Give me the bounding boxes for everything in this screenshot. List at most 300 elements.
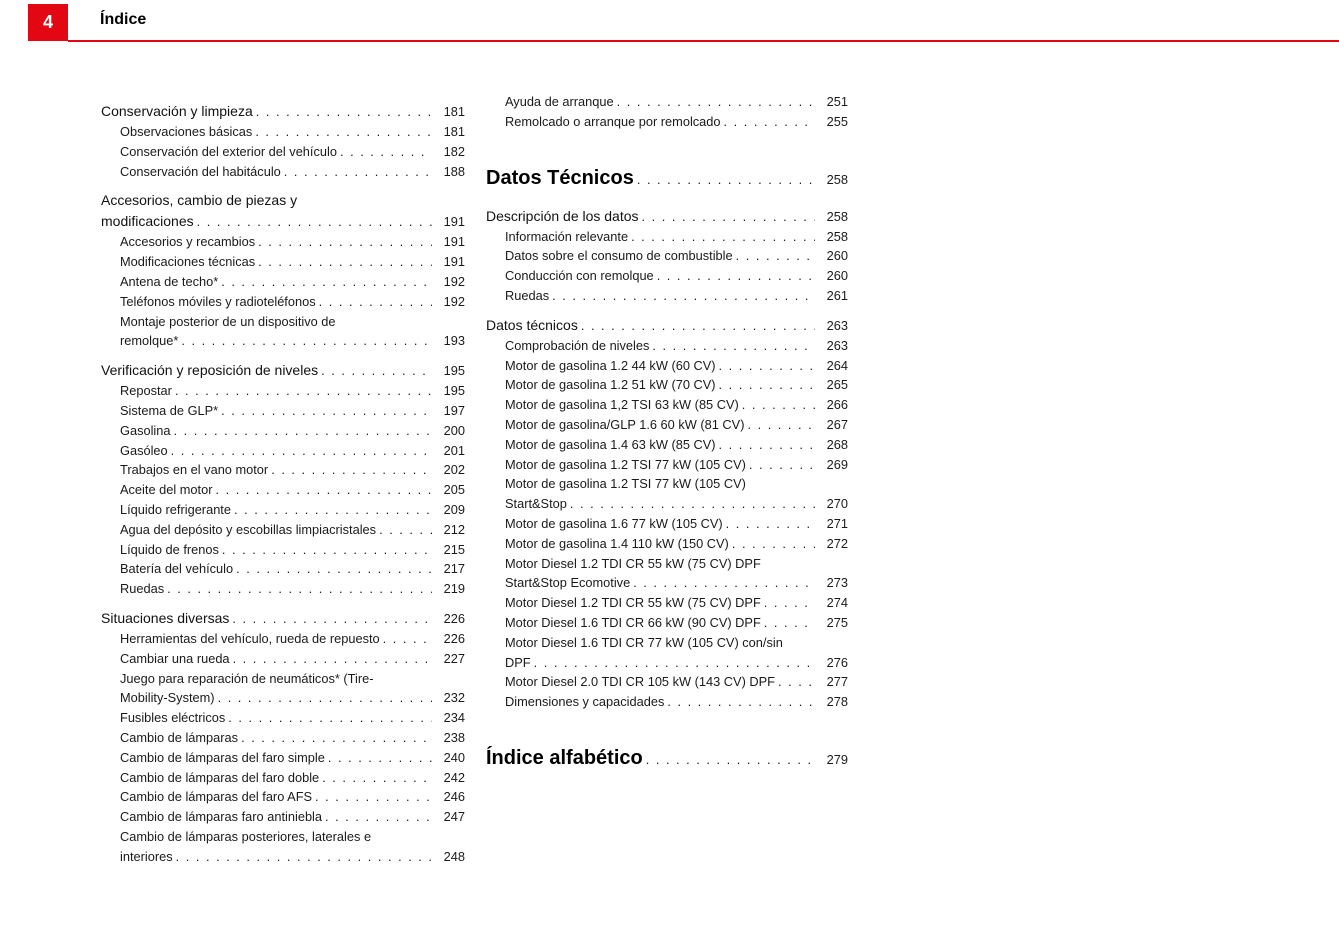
toc-entry-page: 182 xyxy=(443,143,465,159)
toc-entry-line xyxy=(505,112,848,132)
toc-entry[interactable] xyxy=(486,112,848,132)
toc-entry-label: Start&Stop Ecomotive xyxy=(505,575,631,591)
toc-entry-line xyxy=(505,356,848,376)
toc-entry-label: Ayuda de arranque xyxy=(505,94,614,109)
toc-leader-dots xyxy=(167,579,432,599)
toc-entry-page: 226 xyxy=(443,630,465,646)
toc-leader-dots xyxy=(534,653,815,673)
toc-entry-line xyxy=(505,573,848,593)
toc-entry-page: 269 xyxy=(826,456,848,472)
toc-entry-page: 226 xyxy=(443,610,465,626)
toc-entry-line xyxy=(486,315,848,336)
toc-entry-page: 191 xyxy=(443,234,465,250)
toc-entry-line xyxy=(120,520,465,540)
toc-entry-line xyxy=(505,336,848,356)
toc-entry-label: Batería del vehículo xyxy=(120,561,234,577)
toc-entry-page: 217 xyxy=(443,561,465,577)
toc-entry-page: 271 xyxy=(826,515,848,531)
toc-entry-line xyxy=(101,211,465,232)
toc-leader-dots xyxy=(726,514,815,534)
toc-entry-line xyxy=(120,748,465,768)
toc-leader-dots xyxy=(778,672,815,692)
toc-entry[interactable] xyxy=(486,227,848,247)
toc-entry-label: Sistema de GLP* xyxy=(120,402,219,418)
toc-entry-label: Observaciones básicas xyxy=(120,124,253,139)
toc-entry-line xyxy=(120,768,465,788)
toc-entry-page: 240 xyxy=(443,749,465,765)
toc-leader-dots xyxy=(633,573,815,593)
toc-leader-dots xyxy=(271,460,432,480)
toc-entry-label: Cambio de lámparas posteriores, laterales e xyxy=(120,828,372,844)
toc-entry-label: Motor de gasolina 1.4 63 kW (85 CV) xyxy=(505,436,716,452)
toc-entry-page: 255 xyxy=(826,113,848,129)
toc-entry-line xyxy=(505,92,848,112)
toc-entry[interactable] xyxy=(101,272,465,292)
toc-entry-page: 215 xyxy=(443,541,465,557)
toc-leader-dots xyxy=(284,162,432,182)
toc-leader-dots xyxy=(218,688,432,708)
toc-leader-dots xyxy=(736,246,815,266)
toc-entry-line xyxy=(120,500,465,520)
toc-leader-dots xyxy=(719,435,815,455)
toc-leader-dots xyxy=(667,692,815,712)
toc-entry[interactable] xyxy=(101,649,465,669)
toc-entry-page: 181 xyxy=(443,104,465,119)
toc-entry-line xyxy=(505,227,848,247)
toc-entry[interactable] xyxy=(101,232,465,252)
toc-leader-dots xyxy=(256,101,432,122)
toc-entry-label: Motor de gasolina 1.2 TSI 77 kW (105 CV) xyxy=(505,476,746,492)
toc-entry-page: 272 xyxy=(826,535,848,551)
toc-entry-page: 188 xyxy=(443,163,465,179)
toc-entry[interactable] xyxy=(101,312,465,352)
toc-entry[interactable] xyxy=(101,162,465,182)
toc-entry[interactable] xyxy=(486,92,848,112)
toc-entry[interactable] xyxy=(101,540,465,560)
toc-entry[interactable] xyxy=(101,520,465,540)
toc-entry-line xyxy=(120,559,465,579)
toc-leader-dots xyxy=(315,787,432,807)
toc-leader-dots xyxy=(258,232,432,252)
toc-entry-line xyxy=(120,122,465,142)
toc-entry-page: 277 xyxy=(826,674,848,690)
toc-entry-line xyxy=(505,395,848,415)
toc-entry[interactable] xyxy=(486,266,848,286)
toc-entry-label: Ruedas xyxy=(505,287,550,303)
toc-entry-label: Conservación del exterior del vehículo xyxy=(120,143,337,159)
toc-entry-page: 274 xyxy=(826,595,848,611)
toc-entry-label: Motor de gasolina 1.2 44 kW (60 CV) xyxy=(505,357,716,373)
toc-entry-label: Cambio de lámparas del faro simple xyxy=(120,749,325,765)
toc-leader-dots xyxy=(258,252,432,272)
toc-entry[interactable] xyxy=(101,381,465,401)
toc-entry-label: Start&Stop xyxy=(505,496,567,512)
toc-entry[interactable] xyxy=(486,415,848,435)
toc-leader-dots xyxy=(234,500,432,520)
toc-entry-label: Datos Técnicos xyxy=(486,166,634,189)
toc-entry-label: Remolcado o arranque por remolcado xyxy=(505,113,721,129)
toc-entry-line xyxy=(120,142,465,162)
toc-leader-dots xyxy=(328,748,432,768)
toc-entry-line xyxy=(120,540,465,560)
toc-entry-label: Cambio de lámparas del faro doble xyxy=(120,769,320,785)
toc-entry[interactable] xyxy=(486,593,848,613)
toc-leader-dots xyxy=(749,455,815,475)
toc-leader-dots xyxy=(321,360,432,381)
toc-leader-dots xyxy=(570,494,815,514)
toc-leader-dots xyxy=(255,122,432,142)
toc-leader-dots xyxy=(215,480,432,500)
toc-entry-label: Líquido refrigerante xyxy=(120,501,231,517)
toc-entry-line xyxy=(120,579,465,599)
toc-entry-line xyxy=(505,653,848,673)
toc-entry-page: 258 xyxy=(826,228,848,244)
toc-entry-label: Motor de gasolina 1,2 TSI 63 kW (85 CV) xyxy=(505,397,739,413)
toc-entry[interactable] xyxy=(486,435,848,455)
toc-entry-page: 266 xyxy=(826,397,848,413)
toc-entry[interactable] xyxy=(101,401,465,421)
toc-entry-label: Motor de gasolina 1.2 51 kW (70 CV) xyxy=(505,377,716,393)
toc-entry-line xyxy=(120,232,465,252)
toc-entry-label: Motor de gasolina 1.2 TSI 77 kW (105 CV) xyxy=(505,456,746,472)
toc-entry-label: Líquido de frenos xyxy=(120,541,219,557)
toc-entry-label: Cambiar una rueda xyxy=(120,650,230,666)
toc-entry-label: modificaciones xyxy=(101,213,194,230)
toc-entry-line xyxy=(120,787,465,807)
toc-column-left xyxy=(101,92,465,867)
toc-entry-line xyxy=(120,312,465,332)
toc-entry[interactable] xyxy=(486,286,848,306)
toc-entry[interactable] xyxy=(101,101,465,122)
toc-entry-line xyxy=(120,669,465,689)
toc-entry[interactable] xyxy=(486,315,848,336)
toc-leader-dots xyxy=(652,336,815,356)
toc-entry[interactable] xyxy=(486,613,848,633)
toc-entry-line xyxy=(505,435,848,455)
toc-entry-page: 273 xyxy=(826,575,848,591)
toc-entry-line xyxy=(120,292,465,312)
toc-entry-page: 263 xyxy=(826,317,848,333)
toc-entry-label: Cambio de lámparas faro antiniebla xyxy=(120,809,323,825)
toc-entry-label: Ruedas xyxy=(120,581,165,597)
toc-entry-page: 191 xyxy=(443,214,465,230)
toc-leader-dots xyxy=(174,421,432,441)
toc-entry-label: Modificaciones técnicas xyxy=(120,254,256,270)
toc-entry[interactable] xyxy=(101,787,465,807)
toc-entry-page: 251 xyxy=(826,94,848,109)
toc-leader-dots xyxy=(642,206,815,227)
toc-entry[interactable] xyxy=(486,165,848,193)
toc-entry-line xyxy=(120,162,465,182)
toc-entry[interactable] xyxy=(101,460,465,480)
toc-entry-page: 258 xyxy=(826,208,848,224)
toc-entry-page: 193 xyxy=(443,333,465,349)
toc-leader-dots xyxy=(724,112,815,132)
toc-leader-dots xyxy=(631,227,815,247)
toc-entry-page: 258 xyxy=(826,171,848,187)
toc-leader-dots xyxy=(221,401,432,421)
toc-entry[interactable] xyxy=(101,500,465,520)
toc-entry[interactable] xyxy=(101,122,465,142)
toc-entry[interactable] xyxy=(486,356,848,376)
toc-entry[interactable] xyxy=(101,252,465,272)
toc-entry-line xyxy=(505,474,848,494)
toc-entry-label: Verificación y reposición de niveles xyxy=(101,362,319,379)
toc-entry[interactable] xyxy=(486,745,848,773)
toc-entry-page: 270 xyxy=(826,496,848,512)
toc-entry-label: Aceite del motor xyxy=(120,482,213,498)
toc-entry[interactable] xyxy=(486,672,848,692)
toc-entry-line xyxy=(120,460,465,480)
toc-entry[interactable] xyxy=(486,692,848,712)
toc-entry-label: Descripción de los datos xyxy=(486,207,639,224)
toc-entry-label: Juego para reparación de neumáticos* (Tire- xyxy=(120,670,374,686)
toc-entry-line xyxy=(120,629,465,649)
toc-entry-line xyxy=(120,272,465,292)
toc-entry[interactable] xyxy=(486,336,848,356)
toc-entry-page: 192 xyxy=(443,293,465,309)
toc-entry-page: 234 xyxy=(443,710,465,726)
toc-leader-dots xyxy=(383,629,432,649)
toc-entry-line xyxy=(505,692,848,712)
toc-leader-dots xyxy=(325,807,432,827)
toc-leader-dots xyxy=(176,847,432,867)
toc-entry-line xyxy=(505,672,848,692)
toc-entry-page: 275 xyxy=(826,614,848,630)
toc-leader-dots xyxy=(233,649,432,669)
toc-entry-page: 247 xyxy=(443,809,465,825)
toc-entry-line xyxy=(505,415,848,435)
toc-entry-label: Motor de gasolina 1.6 77 kW (105 CV) xyxy=(505,515,723,531)
toc-entry-label: Datos sobre el consumo de combustible xyxy=(505,248,733,264)
toc-entry[interactable] xyxy=(101,728,465,748)
toc-entry-line xyxy=(505,455,848,475)
toc-entry-label: Accesorios, cambio de piezas y xyxy=(101,192,298,209)
toc-entry-page: 219 xyxy=(443,581,465,597)
toc-entry-label: Motor Diesel 1.2 TDI CR 55 kW (75 CV) DPF xyxy=(505,595,761,611)
toc-entry-line xyxy=(120,807,465,827)
toc-leader-dots xyxy=(764,613,815,633)
toc-entry-page: 191 xyxy=(443,254,465,270)
toc-entry-label: Datos técnicos xyxy=(486,316,578,333)
header-rule xyxy=(68,40,1339,42)
toc-entry-line xyxy=(101,101,465,122)
toc-entry[interactable] xyxy=(101,748,465,768)
toc-entry-label: Repostar xyxy=(120,383,172,399)
toc-leader-dots xyxy=(742,395,815,415)
toc-entry-page: 232 xyxy=(443,690,465,706)
toc-entry[interactable] xyxy=(486,474,848,514)
toc-entry-line xyxy=(505,633,848,653)
toc-leader-dots xyxy=(657,266,815,286)
toc-entry-label: Motor de gasolina/GLP 1.6 60 kW (81 CV) xyxy=(505,416,745,432)
toc xyxy=(0,42,1339,867)
toc-leader-dots xyxy=(732,534,815,554)
toc-entry-page: 263 xyxy=(826,337,848,353)
toc-entry-page: 202 xyxy=(443,462,465,478)
toc-entry-label: Conducción con remolque xyxy=(505,268,654,284)
toc-entry[interactable] xyxy=(486,395,848,415)
toc-entry[interactable] xyxy=(101,360,465,381)
toc-entry-line xyxy=(120,480,465,500)
toc-entry-line xyxy=(486,165,848,193)
toc-entry-line xyxy=(120,441,465,461)
toc-entry-page: 238 xyxy=(443,729,465,745)
toc-entry[interactable] xyxy=(101,629,465,649)
toc-entry[interactable] xyxy=(486,534,848,554)
toc-entry-label: Motor Diesel 1.6 TDI CR 77 kW (105 CV) con/sin xyxy=(505,634,783,650)
toc-leader-dots xyxy=(637,166,815,193)
toc-entry-label: Conservación del habitáculo xyxy=(120,163,281,179)
toc-entry[interactable] xyxy=(486,375,848,395)
toc-entry-line xyxy=(505,554,848,574)
toc-entry-line xyxy=(120,688,465,708)
toc-entry-line xyxy=(101,190,465,211)
toc-entry-page: 195 xyxy=(443,363,465,379)
toc-entry-page: 260 xyxy=(826,248,848,264)
toc-entry[interactable] xyxy=(486,514,848,534)
toc-leader-dots xyxy=(340,142,432,162)
toc-leader-dots xyxy=(221,272,432,292)
toc-entry-line xyxy=(120,728,465,748)
toc-entry-line xyxy=(120,252,465,272)
toc-entry-line xyxy=(505,593,848,613)
toc-entry-label: Motor Diesel 1.6 TDI CR 66 kW (90 CV) DPF xyxy=(505,614,761,630)
toc-entry-line xyxy=(101,360,465,381)
toc-leader-dots xyxy=(241,728,432,748)
toc-leader-dots xyxy=(197,211,432,232)
toc-entry-line xyxy=(505,534,848,554)
toc-entry-line xyxy=(120,381,465,401)
toc-entry-page: 197 xyxy=(443,402,465,418)
toc-entry-line xyxy=(120,847,465,867)
toc-entry-label: Gasolina xyxy=(120,422,171,438)
toc-entry[interactable] xyxy=(101,190,465,232)
toc-entry-line xyxy=(120,649,465,669)
toc-entry[interactable] xyxy=(486,455,848,475)
toc-leader-dots xyxy=(175,381,432,401)
toc-entry-page: 261 xyxy=(826,287,848,303)
toc-entry[interactable] xyxy=(101,768,465,788)
toc-entry-label: interiores xyxy=(120,848,173,864)
toc-entry-page: 209 xyxy=(443,501,465,517)
toc-entry[interactable] xyxy=(486,633,848,673)
toc-entry[interactable] xyxy=(486,206,848,227)
toc-entry-line xyxy=(505,246,848,266)
toc-entry-line xyxy=(505,375,848,395)
toc-entry-page: 195 xyxy=(443,383,465,399)
toc-leader-dots xyxy=(228,708,432,728)
toc-entry-label: Cambio de lámparas del faro AFS xyxy=(120,789,313,805)
toc-entry-page: 242 xyxy=(443,769,465,785)
toc-column-right xyxy=(486,92,848,867)
toc-entry-page: 279 xyxy=(826,751,848,767)
toc-entry[interactable] xyxy=(486,246,848,266)
toc-entry-line xyxy=(505,266,848,286)
toc-entry[interactable] xyxy=(486,554,848,594)
toc-entry-page: 181 xyxy=(443,124,465,139)
toc-entry-label: Montaje posterior de un dispositivo de xyxy=(120,313,336,329)
toc-entry-page: 264 xyxy=(826,357,848,373)
toc-entry[interactable] xyxy=(101,480,465,500)
page-header xyxy=(0,0,1339,42)
toc-entry-line xyxy=(120,421,465,441)
toc-entry-label: Motor Diesel 1.2 TDI CR 55 kW (75 CV) DPF xyxy=(505,555,761,571)
toc-entry-line xyxy=(120,708,465,728)
toc-entry-page: 201 xyxy=(443,442,465,458)
toc-entry[interactable] xyxy=(101,421,465,441)
toc-entry-label: Antena de techo* xyxy=(120,273,219,289)
toc-entry-line xyxy=(505,613,848,633)
toc-entry[interactable] xyxy=(101,807,465,827)
toc-entry-label: Accesorios y recambios xyxy=(120,234,256,250)
toc-entry[interactable] xyxy=(101,292,465,312)
toc-leader-dots xyxy=(171,441,432,461)
toc-entry-label: Herramientas del vehículo, rueda de repuesto xyxy=(120,630,380,646)
toc-leader-dots xyxy=(232,608,432,629)
toc-entry-page: 248 xyxy=(443,848,465,864)
toc-entry-label: Dimensiones y capacidades xyxy=(505,694,665,710)
toc-entry-page: 246 xyxy=(443,789,465,805)
toc-entry-page: 267 xyxy=(826,416,848,432)
toc-entry-page: 200 xyxy=(443,422,465,438)
toc-entry-page: 192 xyxy=(443,273,465,289)
toc-entry-label: Motor de gasolina 1.4 110 kW (150 CV) xyxy=(505,535,729,551)
toc-entry-page: 278 xyxy=(826,694,848,710)
toc-entry[interactable] xyxy=(101,559,465,579)
toc-leader-dots xyxy=(617,92,815,112)
toc-entry-page: 268 xyxy=(826,436,848,452)
toc-entry[interactable] xyxy=(101,827,465,867)
toc-leader-dots xyxy=(222,540,432,560)
page-number-badge: 4 xyxy=(28,4,68,41)
toc-entry[interactable] xyxy=(101,441,465,461)
toc-leader-dots xyxy=(764,593,815,613)
toc-entry-page: 212 xyxy=(443,521,465,537)
toc-leader-dots xyxy=(236,559,432,579)
toc-entry-label: Agua del depósito y escobillas limpiacristales xyxy=(120,521,377,537)
toc-entry-page: 276 xyxy=(826,654,848,670)
toc-entry-label: Teléfonos móviles y radioteléfonos xyxy=(120,293,316,309)
toc-entry-page: 265 xyxy=(826,377,848,393)
toc-entry[interactable] xyxy=(101,669,465,709)
toc-leader-dots xyxy=(552,286,815,306)
toc-entry-label: DPF xyxy=(505,654,531,670)
toc-entry-label: Situaciones diversas xyxy=(101,609,230,626)
toc-entry-page: 205 xyxy=(443,482,465,498)
toc-leader-dots xyxy=(322,768,432,788)
toc-entry[interactable] xyxy=(101,608,465,629)
toc-entry[interactable] xyxy=(101,708,465,728)
toc-leader-dots xyxy=(379,520,432,540)
toc-entry-line xyxy=(505,514,848,534)
toc-entry-line xyxy=(120,331,465,351)
toc-entry-label: Trabajos en el vano motor xyxy=(120,462,269,478)
toc-entry-label: Comprobación de niveles xyxy=(505,337,650,353)
toc-entry-label: Índice alfabético xyxy=(486,746,643,769)
toc-entry[interactable] xyxy=(101,142,465,162)
toc-entry-label: remolque* xyxy=(120,333,179,349)
toc-entry-label: Gasóleo xyxy=(120,442,168,458)
toc-leader-dots xyxy=(319,292,432,312)
toc-entry[interactable] xyxy=(101,579,465,599)
toc-entry-line xyxy=(505,286,848,306)
toc-entry-label: Fusibles eléctricos xyxy=(120,710,226,726)
toc-leader-dots xyxy=(581,315,815,336)
toc-entry-line xyxy=(120,401,465,421)
toc-entry-page: 260 xyxy=(826,268,848,284)
toc-entry-label: Motor Diesel 2.0 TDI CR 105 kW (143 CV) DPF xyxy=(505,674,775,690)
